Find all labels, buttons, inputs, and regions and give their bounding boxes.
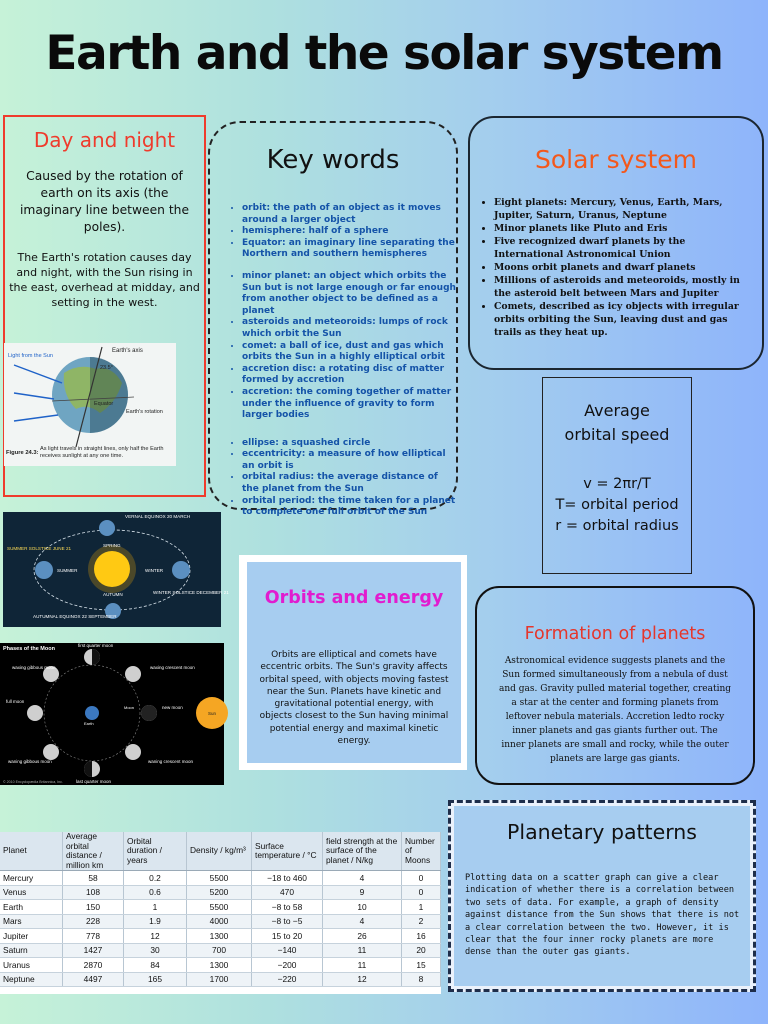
key-words-group-2 (210, 271, 456, 422)
svg-text:Earth's rotation: Earth's rotation (126, 409, 163, 415)
svg-text:WINTER SOLSTICE DECEMBER 21: WINTER SOLSTICE DECEMBER 21 (153, 590, 229, 595)
svg-text:SPRING: SPRING (103, 543, 121, 548)
table-cell: 12 (124, 929, 187, 944)
orbital-speed-formula: v = 2πr/T (583, 476, 651, 492)
orbital-speed-heading-1: Average (584, 401, 650, 420)
svg-text:Moon: Moon (124, 705, 135, 710)
table-cell: 4000 (187, 914, 252, 929)
planetary-patterns-panel (448, 800, 756, 992)
table-cell: Earth (0, 900, 63, 915)
table-header-cell: Planet (0, 832, 63, 871)
table-cell: 9 (323, 885, 402, 900)
day-night-paragraph-2: The Earth's rotation causes day and night, with the Sun rising in the east, overhead at midday, and setting in the west. (9, 251, 200, 309)
table-cell: 16 (402, 929, 441, 944)
formation-panel (475, 586, 755, 785)
solar-system-item: • Moons orbit planets and dwarf planets (494, 261, 746, 274)
solar-system-item: • Comets, described as icy objects with irregular orbits orbiting the Sun, leaving dust and gas trails as they heat up. (494, 300, 746, 339)
table-cell: 0 (402, 871, 441, 886)
table-cell: 1300 (187, 958, 252, 973)
table-cell: Mercury (0, 871, 63, 886)
table-cell: 1427 (63, 943, 124, 958)
svg-text:waning gibbous moon: waning gibbous moon (8, 759, 52, 764)
svg-text:first quarter moon: first quarter moon (78, 643, 114, 648)
table-cell: 84 (124, 958, 187, 973)
planetary-patterns-heading: Planetary patterns (507, 820, 697, 844)
table-cell: −8 to −5 (252, 914, 323, 929)
solar-system-panel (468, 116, 764, 370)
svg-text:VERNAL EQUINOX 20 MARCH: VERNAL EQUINOX 20 MARCH (125, 514, 191, 519)
table-cell: 5200 (187, 885, 252, 900)
solar-system-item: • Millions of asteroids and meteoroids, mostly in the asteroid belt between Mars and Jupiter (494, 274, 746, 300)
table-cell: 4 (323, 914, 402, 929)
orbital-radius-definition: r = orbital radius (555, 518, 679, 534)
solar-system-item: • Eight planets: Mercury, Venus, Earth, Mars, Jupiter, Saturn, Uranus, Neptune (494, 196, 746, 222)
table-cell: 1300 (187, 929, 252, 944)
key-word-item: • eccentricity: a measure of how elliptical an orbit is (242, 449, 456, 472)
table-cell: 108 (63, 885, 124, 900)
table-row (0, 885, 441, 900)
table-cell: 165 (124, 972, 187, 987)
table-cell: 5500 (187, 871, 252, 886)
table-cell: 700 (187, 943, 252, 958)
table-cell: 2 (402, 914, 441, 929)
key-word-item: • hemisphere: half of a sphere (242, 226, 456, 238)
orbits-energy-panel (239, 555, 467, 770)
table-cell: Neptune (0, 972, 63, 987)
table-cell: Uranus (0, 958, 63, 973)
earth-icon (85, 706, 99, 720)
table-cell: 15 to 20 (252, 929, 323, 944)
svg-text:Phases of the Moon: Phases of the Moon (3, 646, 55, 652)
svg-text:AUTUMNAL EQUINOX 22 SEPTEMBER: AUTUMNAL EQUINOX 22 SEPTEMBER (33, 614, 117, 619)
solar-system-heading: Solar system (534, 145, 698, 174)
key-words-heading: Key words (266, 145, 400, 175)
orbital-speed-panel (542, 377, 692, 574)
table-cell: 0 (402, 885, 441, 900)
svg-text:AUTUMN: AUTUMN (103, 592, 123, 597)
poster-title: Earth and the solar system (45, 26, 723, 81)
orbits-energy-heading: Orbits and energy (264, 588, 444, 608)
table-cell: 26 (323, 929, 402, 944)
day-night-heading: Day and night (33, 128, 176, 152)
key-word-item: • accretion disc: a rotating disc of matter formed by accretion (242, 364, 456, 387)
table-header-row (0, 832, 441, 871)
planet-data-table (0, 832, 441, 994)
solar-system-list (470, 196, 762, 339)
table-cell: 0.6 (124, 885, 187, 900)
table-cell: Jupiter (0, 929, 63, 944)
table-cell: 20 (402, 943, 441, 958)
table-row (0, 943, 441, 958)
table-cell: 228 (63, 914, 124, 929)
table-row (0, 871, 441, 886)
key-word-item: • Equator: an imaginary line separating the Northern and southern hemispheres (242, 238, 456, 261)
solar-system-item: • Five recognized dwarf planets by the International Astronomical Union (494, 235, 746, 261)
orbits-energy-text: Orbits are elliptical and comets have eccentric orbits. The Sun's gravity affects orbital speed, with objects moving fastest near the Sun. Planets have kinetic and gravitational potential energy, with objects closest to the Sun having minimal potential energy and maximal kinetic energy. (259, 650, 449, 747)
table-cell: 10 (323, 900, 402, 915)
svg-text:waxing gibbous moon: waxing gibbous moon (12, 665, 56, 670)
table-cell: −220 (252, 972, 323, 987)
key-word-item: • orbital period: the time taken for a planet to complete one full orbit of the Sun (242, 496, 456, 519)
table-header-cell: field strength at the surface of the planet / N/kg (323, 832, 402, 871)
table-cell: 15 (402, 958, 441, 973)
key-word-item: • orbital radius: the average distance of the planet from the Sun (242, 472, 456, 495)
formation-heading: Formation of planets (524, 624, 706, 644)
earth-figure-caption: As light travels in straight lines, only half the Earth receives sunlight at any one time. (40, 446, 164, 459)
table-header-cell: Number of Moons (402, 832, 441, 871)
table-cell: 470 (252, 885, 323, 900)
seasons-orbit-figure (3, 512, 229, 627)
earth-icon (99, 520, 115, 536)
table-cell: 1 (124, 900, 187, 915)
table-header-cell: Surface temperature / °C (252, 832, 323, 871)
key-words-group-3 (210, 438, 456, 519)
svg-text:last quarter moon: last quarter moon (76, 779, 112, 784)
earth-icon (35, 561, 53, 579)
table-cell: 2870 (63, 958, 124, 973)
table-cell: 11 (323, 958, 402, 973)
key-word-item: • comet: a ball of ice, dust and gas which orbits the Sun in a highly elliptical orbit (242, 341, 456, 364)
key-word-item: • accretion: the coming together of matter under the influence of gravity to form larger bodies (242, 387, 456, 422)
table-cell: Venus (0, 885, 63, 900)
svg-text:© 2010 Encyclopædia Britannica: © 2010 Encyclopædia Britannica, Inc. (3, 780, 63, 784)
table-cell: Saturn (0, 943, 63, 958)
svg-text:Equator: Equator (94, 401, 114, 407)
key-word-item: • ellipse: a squashed circle (242, 438, 456, 450)
svg-text:Sun: Sun (208, 711, 217, 716)
table-cell: 1.9 (124, 914, 187, 929)
table-row (0, 929, 441, 944)
orbital-period-definition: T= orbital period (555, 497, 679, 513)
table-cell: 1700 (187, 972, 252, 987)
table-cell: −200 (252, 958, 323, 973)
earth-icon (172, 561, 190, 579)
table-cell: 11 (323, 943, 402, 958)
svg-text:new moon: new moon (162, 705, 183, 710)
moon-phases-figure (0, 643, 224, 785)
table-cell: 8 (402, 972, 441, 987)
table-cell: 12 (323, 972, 402, 987)
svg-text:23.5°: 23.5° (100, 365, 113, 371)
svg-text:waning crescent moon: waning crescent moon (148, 759, 194, 764)
table-cell: 30 (124, 943, 187, 958)
key-words-group-1 (210, 203, 456, 261)
table-cell: 5500 (187, 900, 252, 915)
svg-text:WINTER: WINTER (145, 568, 164, 573)
svg-text:SUMMER SOLSTICE JUNE 21: SUMMER SOLSTICE JUNE 21 (7, 546, 72, 551)
planetary-patterns-text: Plotting data on a scatter graph can give a clear indication of whether there is a correlation between two sets of data. For example, a graph of density against distance from the Sun shows that there is not a clear correlation between the two. However, it is clear that the four inner rocky planets are more dense than the outer gas giants. (465, 873, 740, 958)
earth-rotation-figure (4, 343, 176, 466)
svg-text:waxing crescent moon: waxing crescent moon (150, 665, 195, 670)
table-cell: 58 (63, 871, 124, 886)
svg-text:Figure 24.3:: Figure 24.3: (6, 450, 39, 456)
table-cell: −8 to 58 (252, 900, 323, 915)
table-row (0, 900, 441, 915)
key-word-item: • asteroids and meteoroids: lumps of rock which orbit the Sun (242, 317, 456, 340)
table-row (0, 914, 441, 929)
table-cell: −140 (252, 943, 323, 958)
orbital-speed-heading-2: orbital speed (564, 425, 670, 444)
svg-text:Earth: Earth (84, 721, 94, 726)
table-row (0, 958, 441, 973)
svg-text:full moon: full moon (6, 699, 25, 704)
table-header-cell: Average orbital distance / million km (63, 832, 124, 871)
key-word-item: • orbit: the path of an object as it moves around a larger object (242, 203, 456, 226)
table-header-cell: Orbital duration / years (124, 832, 187, 871)
solar-system-item: • Minor planets like Pluto and Eris (494, 222, 746, 235)
day-night-paragraph-1: Caused by the rotation of earth on its axis (the imaginary line between the poles). (19, 169, 190, 234)
table-cell: 1 (402, 900, 441, 915)
table-cell: 4 (323, 871, 402, 886)
svg-text:SUMMER: SUMMER (57, 568, 78, 573)
key-word-item: • minor planet: an object which orbits the Sun but is not large enough or far enough from another object to be defined as a planet (242, 271, 456, 317)
table-cell: 150 (63, 900, 124, 915)
svg-text:Light from the Sun: Light from the Sun (8, 353, 53, 359)
svg-text:Earth's axis: Earth's axis (112, 348, 143, 354)
table-cell: 4497 (63, 972, 124, 987)
table-row (0, 972, 441, 987)
table-cell: Mars (0, 914, 63, 929)
table-cell: −18 to 460 (252, 871, 323, 886)
table-header-cell: Density / kg/m³ (187, 832, 252, 871)
formation-text: Astronomical evidence suggests planets and the Sun formed simultaneously from a nebula of dust and gas. Gravity pulled material together, creating a star at the center and forming planets from leftover nebula materials. Accretion ledto rocky inner planets and gas giants further out. The inner planets are small and rocky, while the outer planets are large gas giants. (499, 656, 732, 764)
table-cell: 0.2 (124, 871, 187, 886)
key-words-panel (208, 121, 458, 518)
table-cell: 778 (63, 929, 124, 944)
